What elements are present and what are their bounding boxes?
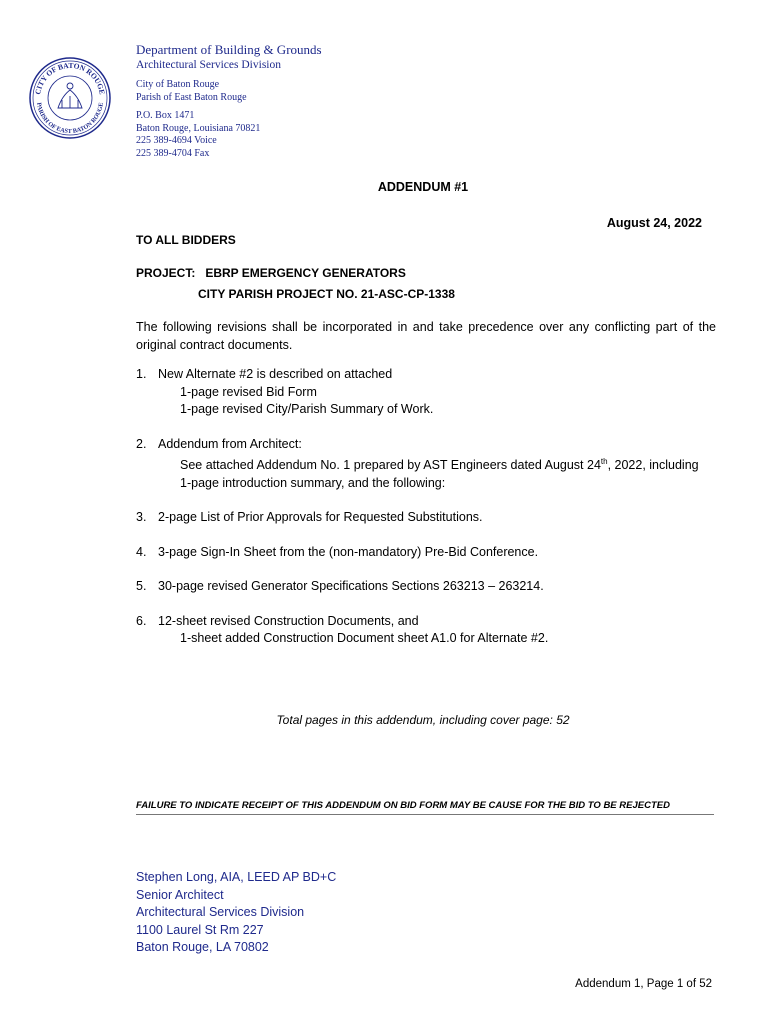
- city-state-zip: Baton Rouge, Louisiana 70821: [136, 122, 261, 134]
- list-item: 5. 30-page revised Generator Specifications Sections 263213 – 263214.: [136, 579, 544, 594]
- project-number: CITY PARISH PROJECT NO. 21-ASC-CP-1338: [198, 287, 455, 301]
- signer-address-line2: Baton Rouge, LA 70802: [136, 940, 269, 954]
- signer-title: Senior Architect: [136, 887, 224, 902]
- signer-division: Architectural Services Division: [136, 905, 305, 919]
- seal-top-text: CITY OF BATON ROUGE: [33, 60, 107, 96]
- list-item: 3. 2-page List of Prior Approvals for Requested Substitutions.: [136, 510, 483, 525]
- list-item: 1. New Alternate #2 is described on attached 1-page revised Bid Form 1-page revised City/Parish Summary of Work.: [136, 367, 434, 416]
- voice-number: 225 389-4694 Voice: [136, 135, 217, 146]
- po-box: P.O. Box 1471: [136, 110, 195, 121]
- parish-name: Parish of East Baton Rouge: [136, 91, 247, 103]
- seal-bottom-text: PARISH OF EAST BATON ROUGE: [35, 102, 105, 136]
- document-title: ADDENDUM #1: [377, 180, 469, 194]
- signer-address-line1: 1100 Laurel St Rm 227: [136, 922, 264, 937]
- total-pages-note: Total pages in this addendum, including cover page: 52: [276, 713, 570, 727]
- project-name: PROJECT: EBRP EMERGENCY GENERATORS: [136, 266, 406, 280]
- recipient-line: TO ALL BIDDERS: [136, 233, 236, 247]
- division-name: Architectural Services Division: [136, 59, 281, 71]
- city-parish-seal: [28, 56, 112, 140]
- revision-list: [136, 366, 726, 648]
- failure-notice: FAILURE TO INDICATE RECEIPT OF THIS ADDENDUM ON BID FORM MAY BE CAUSE FOR THE BID TO BE REJECTED: [136, 800, 714, 815]
- project-block: [136, 263, 455, 305]
- seal-graphic: [28, 56, 112, 140]
- intro-paragraph: The following revisions shall be incorporated in and take precedence over any conflicting part of the original contract documents.: [136, 320, 716, 352]
- page-footer: Addendum 1, Page 1 of 52: [575, 978, 712, 990]
- list-item: 6. 12-sheet revised Construction Documents, and 1-sheet added Construction Document sheet A1.0 for Alternate #2.: [136, 613, 549, 646]
- department-name: Department of Building & Grounds: [136, 42, 322, 57]
- city-name: City of Baton Rouge: [136, 79, 220, 90]
- document-date: August 24, 2022: [606, 216, 702, 230]
- letterhead: [136, 42, 322, 160]
- list-item: 2. Addendum from Architect: See attached Addendum No. 1 prepared by AST Engineers dated August 24th, 2022, including 1-page introduction summary, and the following:: [136, 436, 699, 490]
- signature-block: [136, 869, 336, 957]
- list-item: 4. 3-page Sign-In Sheet from the (non-mandatory) Pre-Bid Conference.: [136, 544, 539, 559]
- fax-number: 225 389-4704 Fax: [136, 147, 210, 159]
- signer-name: Stephen Long, AIA, LEED AP BD+C: [136, 870, 337, 884]
